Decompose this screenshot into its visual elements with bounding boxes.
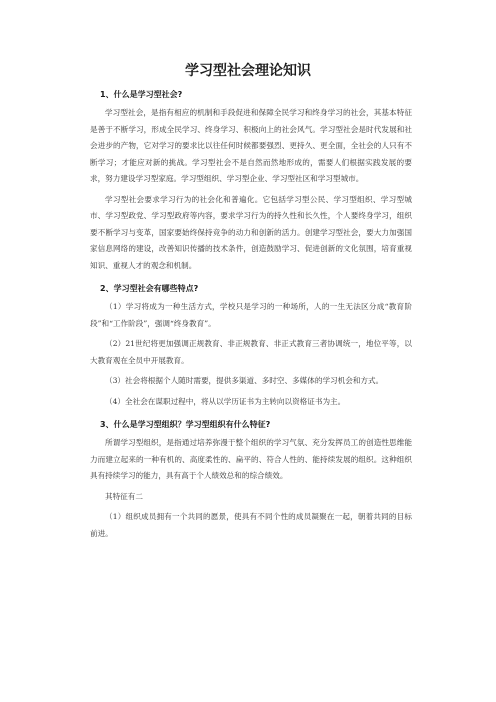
section-heading: 3、什么是学习型组织？学习型组织有什么特征? xyxy=(100,420,271,429)
section-heading: 1、什么是学习型社会? xyxy=(100,90,183,99)
paragraph: 所谓学习型组织，是指通过培养弥漫于整个组织的学习气氛、充分发挥员工的创造性思维能力而建立起来的一种有机的、高度柔性的、扁平的、符合人性的、能持续发展的组织。这种组织具有持续学习的能力，具有高于个人绩效总和的综合绩效。 xyxy=(90,438,412,480)
section-heading: 2、学习型社会有哪些特点? xyxy=(100,284,199,293)
paragraph: （1）组织成员拥有一个共同的愿景，使具有不同个性的成员凝聚在一起，朝着共同的目标前进。 xyxy=(90,512,412,538)
section-what-is-learning-society xyxy=(90,84,412,274)
document-title: 学习型社会理论知识 xyxy=(185,63,311,79)
paragraph: （2）21世纪将更加强调正规教育、非正规教育、非正式教育三者协调统一，地位平等，以大教育观在全员中开展教育。 xyxy=(90,339,412,365)
paragraph: 其特征有二 xyxy=(105,491,143,501)
paragraph: （4）全社会在谋职过程中，将从以学历证书为主转向以资格证书为主。 xyxy=(105,396,346,406)
paragraph: 学习型社会，是指有相应的机制和手段促进和保障全民学习和终身学习的社会，其基本特征是善于不断学习，形成全民学习、终身学习、积极向上的社会风气。学习型社会是时代发展和社会进步的产物，它对学习的要求比以往任何时候都要强烈、更持久、更全面，全社会的人只有不断学习；才能应对新的挑战。学习型社会不是自然而然地形成的，需要人们根据实践发展的要求，努力建设学习型家庭。学习型组织、学习型企业、学习型社区和学习型城市。 xyxy=(90,108,412,183)
section-learning-society-features xyxy=(90,278,412,410)
paragraph: 学习型社会要求学习行为的社会化和普遍化。它包括学习型公民、学习型组织、学习型城市、学习型政党、学习型政府等内容，要求学习行为的持久性和长久性，个人要终身学习，组织要不断学习与变革，国家要始终保持竞争的动力和创新的活力。创建学习型社会，要大力加强国家信息网络的建设，改善知识传播的技术条件，创造鼓励学习、促进创新的文化氛围，培育重视知识、重视人才的观念和机制。 xyxy=(90,194,412,270)
section-learning-organization xyxy=(90,414,412,542)
paragraph: （3）社会将根据个人随时需要，提供多渠道、多时空、多媒体的学习机会和方式。 xyxy=(105,376,384,385)
document-body xyxy=(90,84,412,546)
paragraph: （1）学习将成为一种生活方式，学校只是学习的一种场所，人的一生无法区分成“教育阶段”和“工作阶段”，强调“终身教育”。 xyxy=(90,302,412,328)
